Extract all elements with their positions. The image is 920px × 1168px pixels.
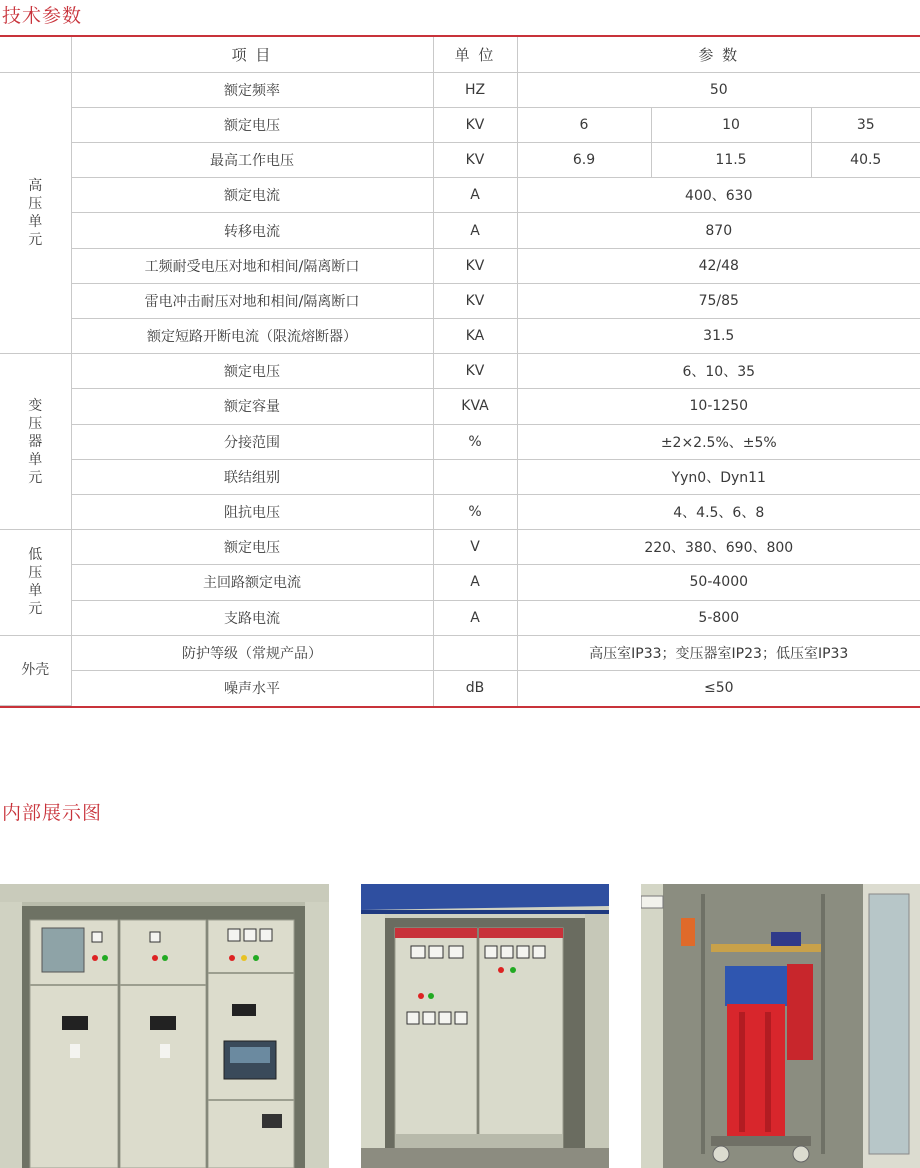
row-unit: % xyxy=(433,424,517,459)
row-unit: A xyxy=(433,565,517,600)
table-row xyxy=(0,143,920,178)
row-item: 阻抗电压 xyxy=(71,494,433,529)
header-param: 参 数 xyxy=(517,37,920,72)
table-row xyxy=(0,494,920,529)
row-value: 870 xyxy=(517,213,920,248)
row-unit: % xyxy=(433,494,517,529)
tech-params-table xyxy=(0,35,920,708)
row-item: 额定频率 xyxy=(71,72,433,107)
row-item: 额定电压 xyxy=(71,354,433,389)
photo-hv-switchgear xyxy=(0,884,329,1168)
transformer-illustration xyxy=(641,884,920,1168)
row-value: 5-800 xyxy=(517,600,920,635)
row-value-10kv: 10 xyxy=(651,107,811,142)
table-header-row xyxy=(0,37,920,72)
row-unit: KVA xyxy=(433,389,517,424)
row-item: 主回路额定电流 xyxy=(71,565,433,600)
row-item: 雷电冲击耐压对地和相间/隔离断口 xyxy=(71,283,433,318)
table-row xyxy=(0,248,920,283)
row-unit: KV xyxy=(433,354,517,389)
group-lv: 低压单元 xyxy=(0,530,71,636)
row-item: 额定电流 xyxy=(71,178,433,213)
row-unit: KV xyxy=(433,143,517,178)
row-value: ±2×2.5%、±5% xyxy=(517,424,920,459)
row-value: 高压室IP33；变压器室IP23；低压室IP33 xyxy=(517,635,920,670)
row-item: 噪声水平 xyxy=(71,670,433,705)
row-value: 42/48 xyxy=(517,248,920,283)
row-value: 220、380、690、800 xyxy=(517,530,920,565)
table-row xyxy=(0,530,920,565)
table-row xyxy=(0,213,920,248)
row-value-35kv: 40.5 xyxy=(811,143,920,178)
row-value-35kv: 35 xyxy=(811,107,920,142)
row-unit: KV xyxy=(433,283,517,318)
row-unit: V xyxy=(433,530,517,565)
row-item: 联结组别 xyxy=(71,459,433,494)
row-unit xyxy=(433,635,517,670)
header-unit: 单 位 xyxy=(433,37,517,72)
row-unit: HZ xyxy=(433,72,517,107)
table-row xyxy=(0,565,920,600)
table-row xyxy=(0,72,920,107)
row-unit xyxy=(433,459,517,494)
table-row xyxy=(0,389,920,424)
row-item: 分接范围 xyxy=(71,424,433,459)
row-value: 31.5 xyxy=(517,319,920,354)
table-row xyxy=(0,354,920,389)
row-value-10kv: 11.5 xyxy=(651,143,811,178)
table-row xyxy=(0,635,920,670)
group-hv: 高压单元 xyxy=(0,72,71,354)
row-value: 400、630 xyxy=(517,178,920,213)
table-row xyxy=(0,283,920,318)
group-shell: 外壳 xyxy=(0,635,71,705)
photo-transformer-room xyxy=(641,884,920,1168)
row-value: Yyn0、Dyn11 xyxy=(517,459,920,494)
row-value: 50 xyxy=(517,72,920,107)
row-unit: KV xyxy=(433,248,517,283)
row-value: 4、4.5、6、8 xyxy=(517,494,920,529)
table-row xyxy=(0,319,920,354)
row-unit: A xyxy=(433,600,517,635)
row-value: 50-4000 xyxy=(517,565,920,600)
section-title-tech-params: 技术参数 xyxy=(2,5,83,27)
row-item: 额定电压 xyxy=(71,107,433,142)
switchgear-illustration xyxy=(0,884,329,1168)
row-value-6kv: 6 xyxy=(517,107,651,142)
row-item: 额定电压 xyxy=(71,530,433,565)
row-item: 额定容量 xyxy=(71,389,433,424)
table-row xyxy=(0,424,920,459)
table-row xyxy=(0,600,920,635)
row-item: 工频耐受电压对地和相间/隔离断口 xyxy=(71,248,433,283)
table-row xyxy=(0,670,920,705)
row-item: 转移电流 xyxy=(71,213,433,248)
header-item: 项 目 xyxy=(71,37,433,72)
row-unit: KV xyxy=(433,107,517,142)
table-row xyxy=(0,459,920,494)
row-item: 支路电流 xyxy=(71,600,433,635)
row-unit: dB xyxy=(433,670,517,705)
photo-lv-cabinet xyxy=(361,884,609,1168)
row-unit: A xyxy=(433,178,517,213)
row-value: 75/85 xyxy=(517,283,920,318)
group-transformer: 变压器单元 xyxy=(0,354,71,530)
row-item: 防护等级（常规产品） xyxy=(71,635,433,670)
row-item: 最高工作电压 xyxy=(71,143,433,178)
row-unit: A xyxy=(433,213,517,248)
row-value: 6、10、35 xyxy=(517,354,920,389)
group-header-blank xyxy=(0,37,71,72)
row-item: 额定短路开断电流（限流熔断器） xyxy=(71,319,433,354)
row-value: 10-1250 xyxy=(517,389,920,424)
table-row xyxy=(0,107,920,142)
row-unit: KA xyxy=(433,319,517,354)
lv-cabinet-illustration xyxy=(361,884,609,1168)
row-value: ≤50 xyxy=(517,670,920,705)
row-value-6kv: 6.9 xyxy=(517,143,651,178)
table-row xyxy=(0,178,920,213)
section-title-interior: 内部展示图 xyxy=(2,802,103,824)
